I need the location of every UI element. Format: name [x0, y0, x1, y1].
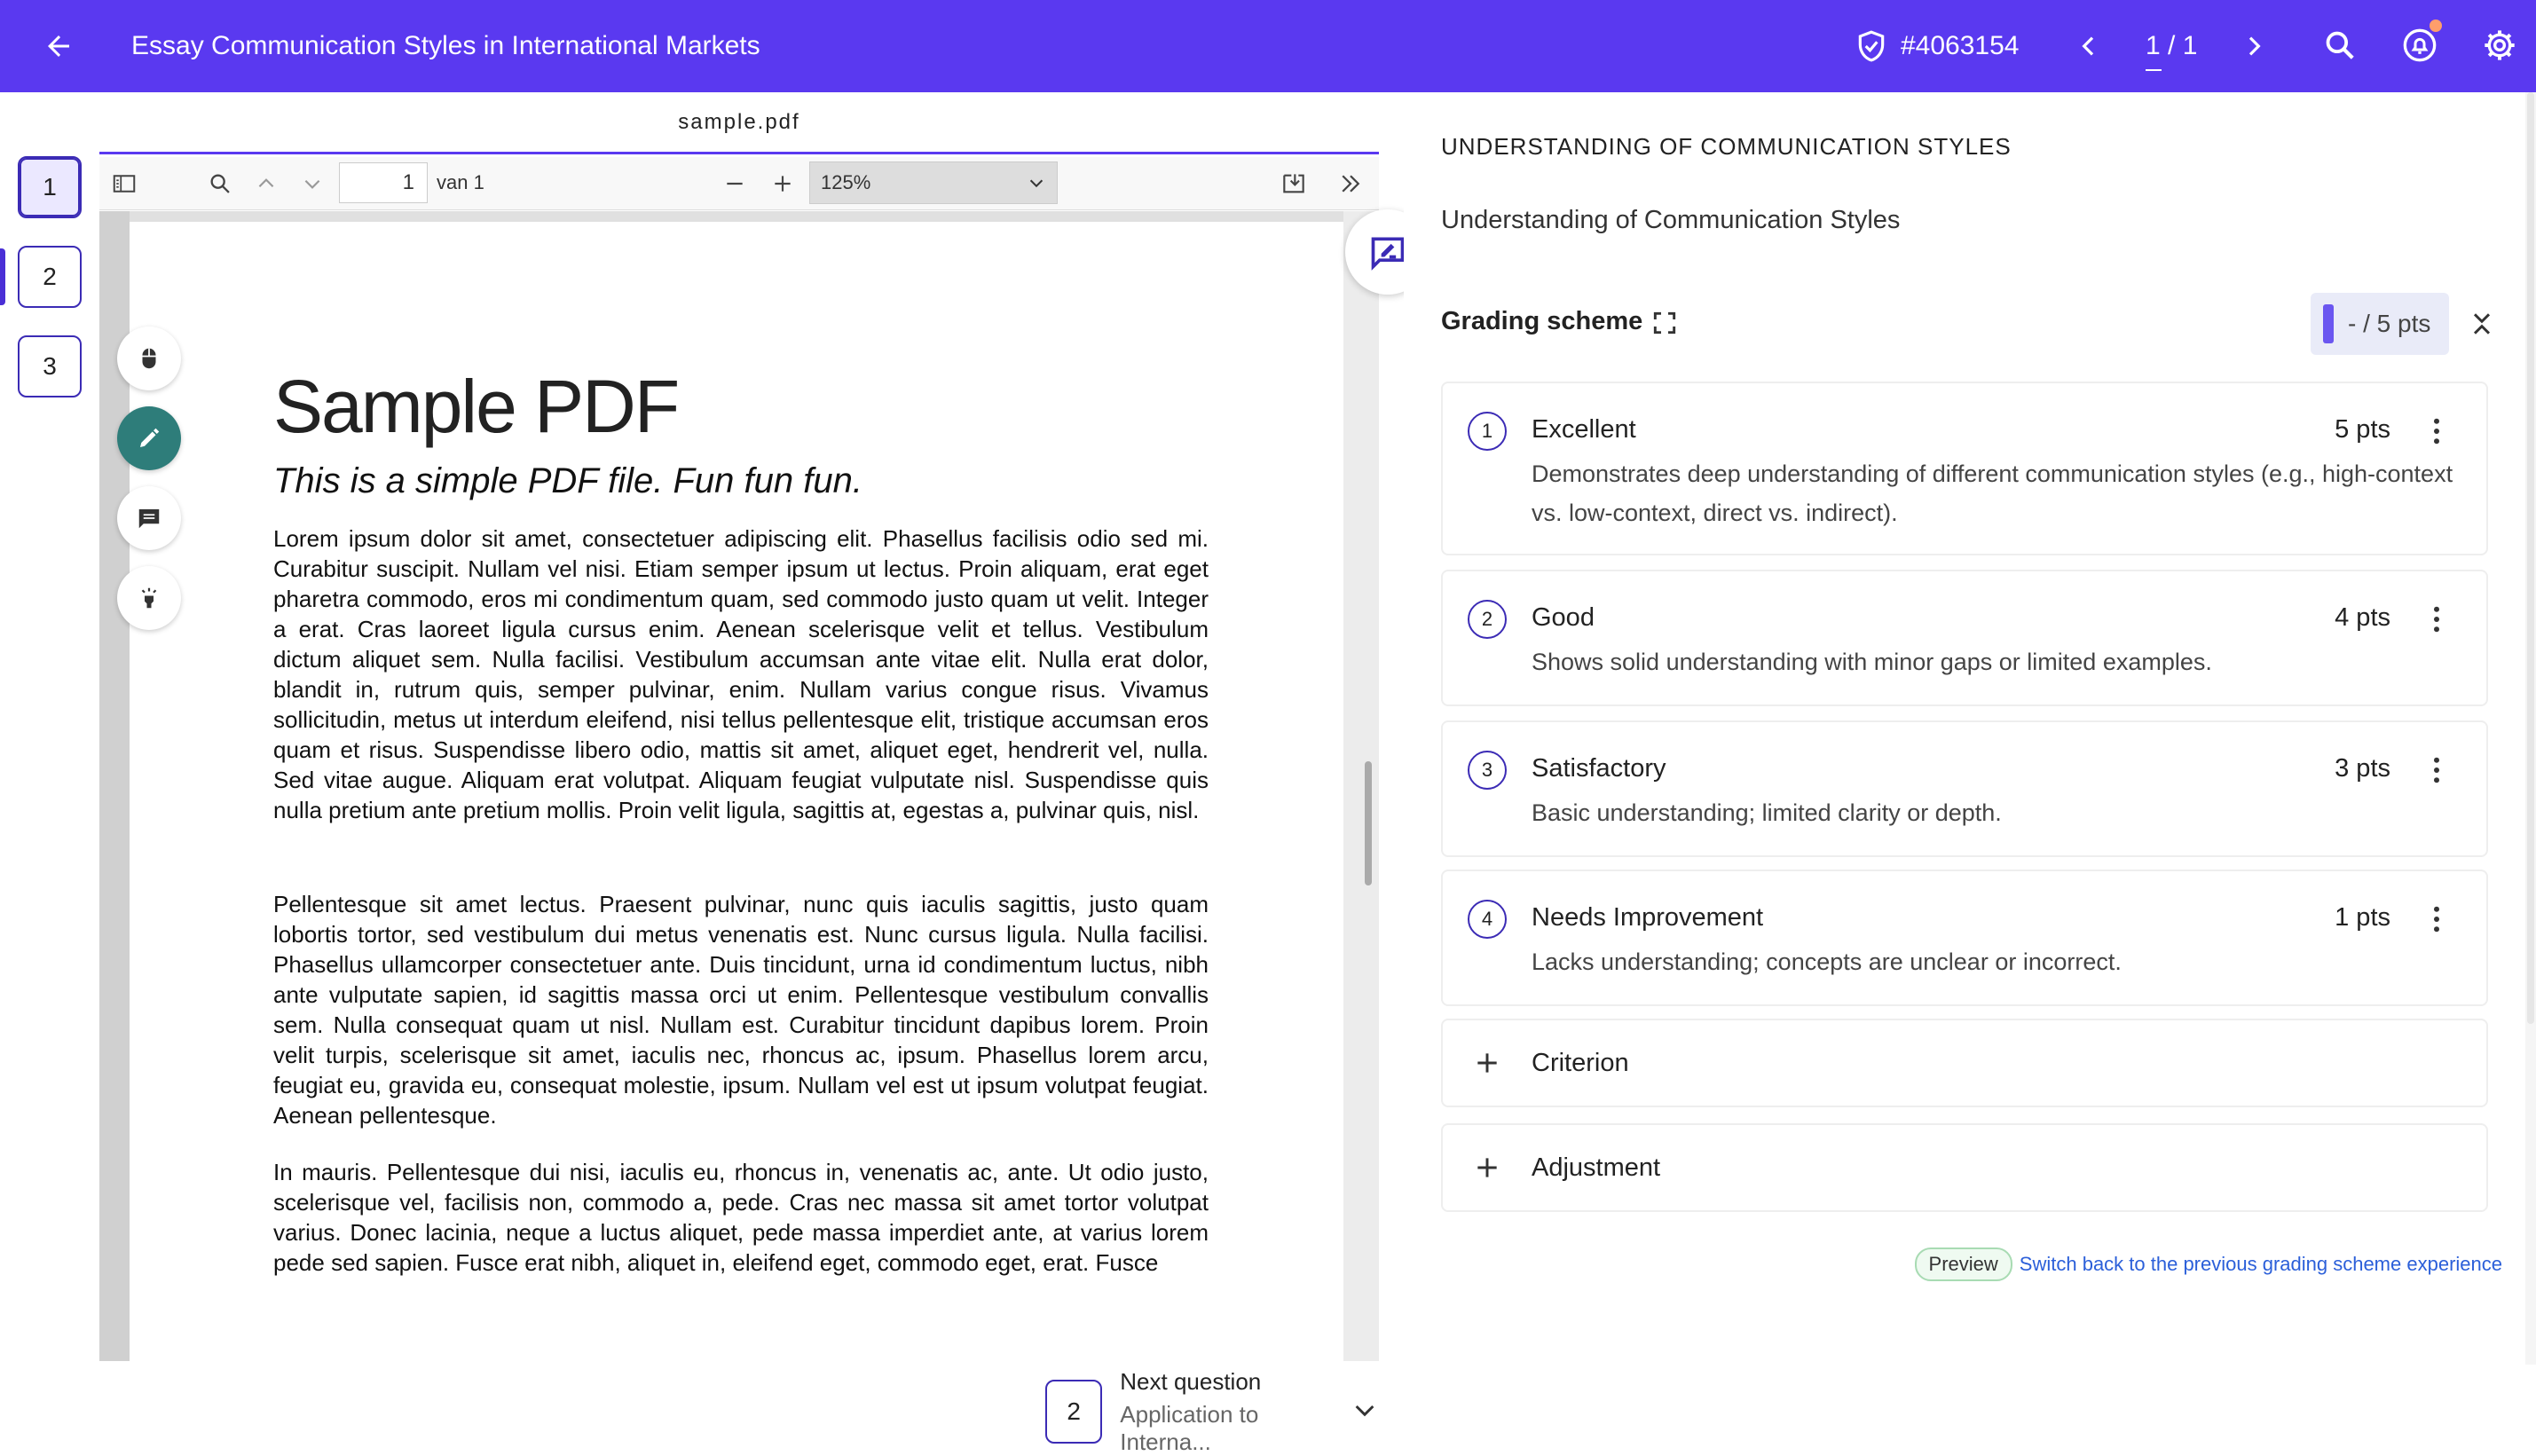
download-icon [1280, 169, 1308, 198]
score-value: - / 5 pts [2348, 310, 2431, 337]
top-bar [0, 0, 2536, 92]
next-page-button[interactable] [295, 166, 330, 201]
criterion-points: 4 pts [2335, 603, 2390, 632]
pager-total: 1 [2182, 31, 2198, 60]
alert-bell-icon [2402, 28, 2438, 63]
criterion-menu-button[interactable] [2419, 412, 2454, 451]
pdf-heading: Sample PDF [273, 365, 679, 448]
gear-icon [2482, 28, 2517, 63]
top-actions [2316, 21, 2524, 69]
fullscreen-icon [1650, 309, 1679, 337]
minus-icon [723, 172, 746, 195]
page-count-label: van 1 [437, 171, 484, 193]
pdf-toolbar [99, 157, 1379, 210]
grading-scheme-label: Grading scheme [1441, 307, 1643, 335]
highlight-tool-button[interactable] [117, 566, 181, 630]
add-adjustment-button[interactable] [1441, 1123, 2488, 1212]
switch-back-link[interactable]: Switch back to the previous grading scheme experience [2019, 1253, 2502, 1275]
criterion-satisfactory[interactable] [1441, 720, 2488, 857]
kebab-menu-icon [2432, 418, 2441, 445]
score-input[interactable] [2311, 293, 2449, 355]
pdf-scrollbar-thumb[interactable] [1365, 761, 1372, 885]
criterion-name: Good [1532, 603, 1595, 632]
criterion-description: Demonstrates deep understanding of different communication styles (e.g., high-context vs. low-context, direct vs. indirect). [1532, 460, 2453, 526]
double-chevron-right-icon [1337, 170, 1364, 197]
criterion-points: 3 pts [2335, 754, 2390, 783]
active-question-indicator [0, 248, 5, 305]
question-subtitle: Understanding of Communication Styles [1441, 206, 1901, 234]
kebab-menu-icon [2432, 757, 2441, 783]
submission-pager [2067, 25, 2275, 67]
question-button-3[interactable]: 3 [18, 335, 82, 397]
shield-check-icon [1855, 29, 1888, 63]
pdf-viewer [99, 92, 1379, 1455]
search-icon [2323, 28, 2357, 62]
next-question-label: Next question [1120, 1367, 1262, 1395]
criterion-index: 1 [1468, 412, 1507, 451]
pdf-paragraph-1: Lorem ipsum dolor sit amet, consectetuer adipiscing elit. Phasellus facilisis odio sed mi. Curabitur suscipit. Nullam vel nisi. Etiam semper ipsum ut lectus. Proin aliquam, erat eget pharetra commodo, eros mi condimentum quam, sed commodo justo quam ut velit. Integer a erat. Cras laoreet ligula cursus enim. Aenean scelerisque velit et tellus. Vestibulum dictum aliquet sem. Nulla facilisi. Vestibulum accumsan ante vitae elit. Nulla erat dolor, blandit in, rutrum quis, semper pulvinar, enim. Nullam varius congue risus. Vivamus sollicitudin, metus ut interdum eleifend, nisi tellus pellentesque elit, tristique accumsan eros quam et risus. Suspendisse libero odio, mattis sit amet, aliquet eget, hendrerit vel, nulla. Sed vitae augue. Aliquam erat volutpat. Aliquam feugiat vulputate nisl. Suspendisse quis nulla pretium ante pretium mollis. Proin velit ligula, sagittis at, egestas a, pulvinar quis, nisl. [273, 525, 1209, 823]
next-submission-button[interactable] [2233, 25, 2275, 67]
criterion-points: 5 pts [2335, 415, 2390, 444]
criterion-description: Basic understanding; limited clarity or depth. [1532, 799, 2002, 826]
page-number-input[interactable]: 1 [339, 162, 428, 203]
highlighter-icon [136, 585, 162, 611]
criterion-menu-button[interactable] [2419, 900, 2454, 939]
mouse-icon [136, 345, 162, 372]
annotation-tools [117, 327, 181, 646]
pdf-canvas[interactable] [99, 211, 1379, 1361]
pdf-search-button[interactable] [202, 166, 238, 201]
criterion-needs-improvement[interactable] [1441, 870, 2488, 1006]
criterion-index: 3 [1468, 751, 1507, 790]
chevron-right-icon [2240, 32, 2268, 60]
criterion-menu-button[interactable] [2419, 751, 2454, 790]
search-button[interactable] [2316, 21, 2364, 69]
prev-page-button[interactable] [248, 166, 284, 201]
expand-scheme-button[interactable] [1647, 305, 1682, 341]
zoom-out-button[interactable] [717, 166, 752, 201]
submission-id [1855, 25, 2019, 67]
pdf-page [130, 222, 1343, 1361]
criterion-index: 2 [1468, 600, 1507, 639]
sidebar-toggle-button[interactable] [106, 166, 142, 201]
pdf-paragraph-2: Pellentesque sit amet lectus. Praesent pulvinar, nunc quis iaculis sagittis, justo quam lobortis tortor, sed vestibulum dui metus venenatis est. Nunc cursus ligula. Nulla facilisi. Phasellus ullamcorper consectetuer ante. Duis tincidunt, urna id condimentum luctus, nibh ante vulputate sapien, id sagittis massa orci ut enim. Pellentesque vestibulum convallis sem. Nulla consequat quam ut nisl. Nullam est. Curabitur tincidunt dapibus lorem. Proin velit turpis, scelerisque sit amet, iaculis nec, rhoncus ac, ipsum. Phasellus lorem arcu, feugiat eu, gravida eu, consequat molestie, ipsum. Nullam vel est ut ipsum volutpat feugiat. Aenean pellentesque. [273, 891, 1209, 1129]
chevron-down-icon [1027, 162, 1046, 217]
criterion-index: 4 [1468, 900, 1507, 939]
next-question-text [1120, 1368, 1329, 1456]
comment-icon [136, 505, 162, 531]
feedback-edit-icon [1368, 232, 1407, 272]
notification-dot [2430, 20, 2442, 32]
criterion-good[interactable] [1441, 570, 2488, 706]
chevron-left-icon [2075, 32, 2103, 60]
criterion-points: 1 pts [2335, 903, 2390, 932]
plus-icon [771, 172, 794, 195]
submission-id-text: #4063154 [1901, 31, 2020, 60]
arrow-left-icon [43, 30, 75, 62]
chevron-down-icon [1351, 1396, 1379, 1428]
panel-scrollbar[interactable] [2525, 92, 2536, 1365]
add-criterion-button[interactable] [1441, 1019, 2488, 1107]
back-button[interactable] [37, 25, 80, 67]
select-tool-button[interactable] [117, 327, 181, 390]
question-section-title: UNDERSTANDING OF COMMUNICATION STYLES [1441, 133, 2012, 160]
sidebar-toggle-icon [111, 170, 138, 197]
pdf-filename: sample.pdf [99, 92, 1379, 154]
question-button-1[interactable]: 1 [18, 156, 82, 218]
grading-scheme-header [1441, 293, 2506, 355]
plus-icon [1468, 1148, 1507, 1187]
page-title: Essay Communication Styles in International Markets [131, 31, 760, 60]
kebab-menu-icon [2432, 606, 2441, 633]
search-icon [208, 171, 232, 196]
collapse-scheme-button[interactable] [2461, 303, 2502, 344]
add-criterion-label: Criterion [1532, 1049, 1629, 1077]
more-tools-button[interactable] [1333, 166, 1368, 201]
next-question-title: Application to Interna... [1120, 1400, 1259, 1455]
next-question-button[interactable] [1045, 1367, 1379, 1455]
plus-icon [1468, 1043, 1507, 1082]
download-button[interactable] [1276, 166, 1311, 201]
criterion-excellent[interactable] [1441, 382, 2488, 555]
criterion-menu-button[interactable] [2419, 600, 2454, 639]
question-button-2[interactable]: 2 [18, 246, 82, 308]
pdf-paragraph-3: In mauris. Pellentesque dui nisi, iaculis eu, rhoncus in, venenatis ac, ante. Ut odio justo, scelerisque vel, facilisis non, commodo a, pede. Cras nec massa sit amet tortor volutpat varius. Donec lacinia, neque a luctus aliquet, pede massa imperdiet ante, at varius lorem pede sed sapien. Fusce erat nibh, aliquet in, eleifend eget, commodo eget, erat. Fusce [273, 1159, 1209, 1276]
chevron-down-icon [301, 172, 324, 195]
pager-separator: / [2160, 31, 2183, 60]
pager-current: 1 [2146, 31, 2161, 60]
alerts-button[interactable] [2396, 21, 2444, 69]
prev-submission-button[interactable] [2067, 25, 2110, 67]
next-question-number: 2 [1045, 1380, 1102, 1444]
criterion-name: Needs Improvement [1532, 903, 1764, 932]
pdf-scrollbar[interactable] [1343, 211, 1379, 1361]
settings-button[interactable] [2476, 21, 2524, 69]
pager-text [2146, 25, 2197, 67]
pdf-subheading: This is a simple PDF file. Fun fun fun. [273, 461, 862, 500]
pen-tool-button[interactable] [117, 406, 181, 470]
kebab-menu-icon [2432, 906, 2441, 933]
question-rail [0, 92, 99, 1365]
criterion-description: Lacks understanding; concepts are unclear or incorrect. [1532, 948, 2122, 975]
zoom-select[interactable] [809, 161, 1058, 204]
comment-tool-button[interactable] [117, 486, 181, 550]
preview-badge: Preview [1915, 1247, 2012, 1281]
zoom-value: 125% [821, 171, 871, 193]
add-adjustment-label: Adjustment [1532, 1153, 1661, 1182]
pencil-icon [136, 425, 162, 452]
criterion-name: Excellent [1532, 415, 1636, 444]
chevron-up-icon [255, 172, 278, 195]
collapse-icon [2468, 310, 2496, 338]
panel-scrollbar-thumb[interactable] [2527, 92, 2534, 1024]
criterion-description: Shows solid understanding with minor gaps or limited examples. [1532, 649, 2212, 675]
criterion-name: Satisfactory [1532, 754, 1666, 783]
grading-panel [1404, 92, 2536, 1365]
score-input-cursor [2323, 304, 2334, 343]
preview-banner [1915, 1247, 2502, 1281]
zoom-in-button[interactable] [765, 166, 800, 201]
